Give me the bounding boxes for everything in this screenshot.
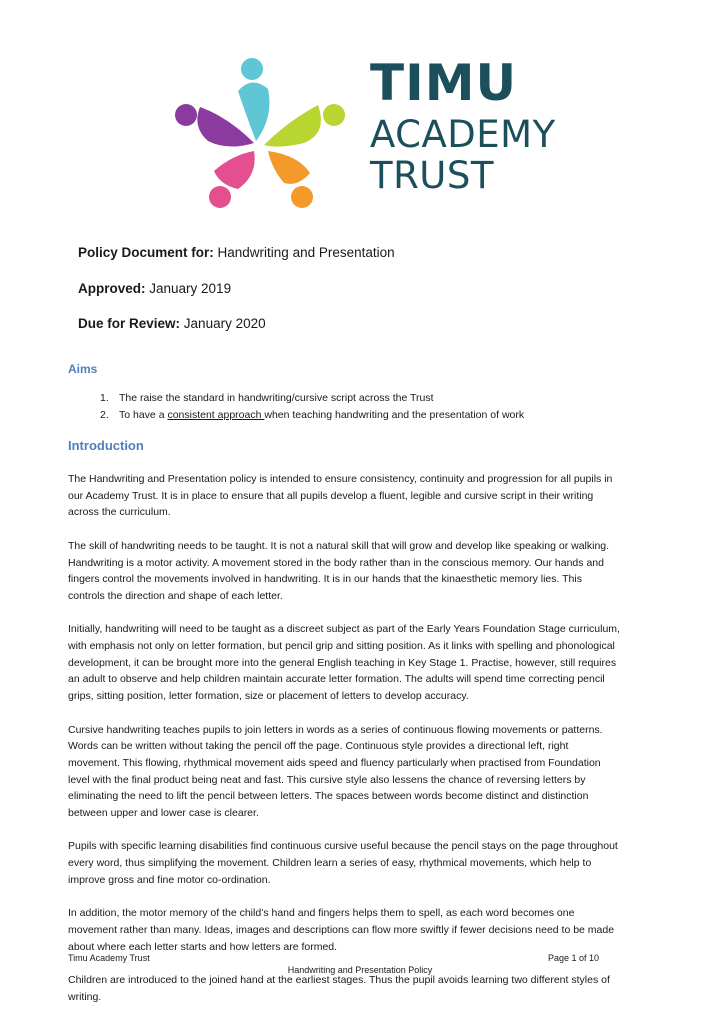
paragraph-line: Initially, handwriting will need to be taught as a discreet subject as part of the Early Years Foundation Stage curriculum,	[68, 623, 620, 636]
policy-value: Handwriting and Presentation	[217, 245, 395, 260]
aims-item	[100, 392, 524, 409]
logo-figure-orange	[268, 151, 313, 208]
paragraph-line: an adult to observe and help children maintain accurate letter formation. The adults will spend time correcting pencil	[68, 673, 605, 686]
approved-line	[78, 281, 231, 296]
paragraph-line: our Academy Trust. It is in place to ensure that all pupils develop a fluent, legible and cursive script in their writing	[68, 489, 594, 502]
aims-item-number: 1.	[100, 392, 109, 404]
introduction-paragraph	[68, 621, 656, 705]
footer-document-title: Handwriting and Presentation Policy	[287, 965, 433, 975]
introduction-heading: Introduction	[68, 438, 144, 453]
paragraph-line: level with the final product being neat and fast. This cursive style also lessens the chance of reversing letters by	[68, 773, 586, 786]
aims-item-text-before: To have a	[119, 409, 168, 421]
aims-item	[100, 409, 524, 426]
paragraph-line: The skill of handwriting needs to be taught. It is not a natural skill that will grow and develop like speaking or walking.	[68, 539, 610, 552]
approved-value: January 2019	[149, 281, 232, 296]
paragraph-line: The Handwriting and Presentation policy is intended to ensure consistency, continuity and progression for all pupils in	[68, 473, 613, 485]
approved-label: Approved:	[78, 281, 146, 296]
logo-figure-lime	[264, 104, 345, 147]
logo-figure-cyan	[238, 58, 270, 141]
paragraph-line: about where each letter starts and how letters are formed.	[68, 940, 338, 953]
logo-line-trust: TRUST	[370, 154, 494, 197]
logo-wordmark	[370, 54, 556, 197]
paragraph-line: across the curriculum.	[68, 506, 171, 519]
paragraph-line: improve gross and fine motor co-ordination.	[68, 873, 271, 886]
introduction-paragraph	[68, 905, 656, 955]
aims-list	[100, 392, 524, 426]
paragraph-line: fingers control the movements involved in handwriting. It is in our hands that the kinaesthetic memory lies. This	[68, 573, 582, 586]
paragraph-line: Words can be written without taking the pencil off the page. Continuous style provides a directional left, right	[68, 740, 569, 753]
aims-heading: Aims	[68, 362, 98, 376]
aims-item-text	[119, 409, 524, 426]
logo-emblem	[168, 55, 358, 210]
logo-figure-pink	[209, 151, 255, 208]
aims-item-underlined: consistent approach	[167, 409, 265, 421]
policy-document-line	[78, 245, 395, 260]
paragraph-line: In addition, the motor memory of the child’s hand and fingers helps them to spell, as each word becomes one	[68, 907, 575, 920]
aims-item-text: The raise the standard in handwriting/cursive script across the Trust	[119, 392, 434, 404]
paragraph-line: grips, sitting position, letter formation, size or placement of letters to develop accuracy.	[68, 690, 469, 703]
paragraph-line: movement rather than many. Ideas, images and descriptions can flow more swiftly if fewer decisions need to be made	[68, 923, 615, 936]
paragraph-line: Cursive handwriting teaches pupils to join letters in words as a series of continuous flowing movements or patterns.	[68, 723, 603, 736]
paragraph-line: Pupils with specific learning disabilities find continuous cursive useful because the pencil stays on the page throughout	[68, 840, 618, 853]
paragraph-line: with emphasis not only on letter formation, but pencil grip and sitting position. As it links with spelling and phonological	[68, 640, 615, 652]
logo-figure-purple	[175, 104, 254, 147]
policy-label: Policy Document for:	[78, 245, 214, 260]
review-label: Due for Review:	[78, 316, 181, 331]
paragraph-line: eliminating the need to lift the pencil between letters. The spaces between words become distinct and distinction	[68, 790, 589, 803]
aims-item-text-after: when teaching handwriting and the presentation of work	[264, 409, 525, 421]
introduction-paragraph	[68, 538, 656, 605]
paragraph-line: between upper and lower case is clearer.	[68, 807, 259, 820]
logo-line-timu: TIMU	[370, 54, 518, 112]
paragraph-line: every word, thus simplifying the movement. Children learn a series of easy, rhythmical movements, which help to	[68, 857, 592, 870]
introduction-paragraph	[68, 838, 656, 888]
introduction-paragraph	[68, 722, 656, 822]
review-line	[78, 316, 266, 331]
footer-page-number: Page 1 of 10	[548, 953, 600, 963]
paragraph-line: Handwriting is a motor activity. A movement stored in the body rather than in the conscious memory. Our hands and	[68, 556, 604, 569]
paragraph-line: Children are introduced to the joined hand at the earliest stages. Thus the pupil avoids learning two different styles of	[68, 974, 610, 986]
introduction-paragraph	[68, 972, 656, 1005]
introduction-body	[68, 471, 656, 1022]
aims-item-number: 2.	[100, 409, 109, 421]
introduction-paragraph	[68, 471, 656, 521]
paragraph-line: writing.	[68, 990, 102, 1003]
paragraph-line: development, it can be brought more into the general English teaching in Key Stage 1. Practise, however, still requires	[68, 656, 617, 669]
footer-organization: Timu Academy Trust	[68, 953, 150, 963]
paragraph-line: controls the direction and shape of each letter.	[68, 589, 283, 602]
paragraph-line: movement. This flowing, rhythmical movement aids speed and fluency particularly when practised from Foundation	[68, 756, 601, 769]
logo-line-academy: ACADEMY	[370, 113, 556, 156]
review-value: January 2020	[183, 316, 266, 331]
